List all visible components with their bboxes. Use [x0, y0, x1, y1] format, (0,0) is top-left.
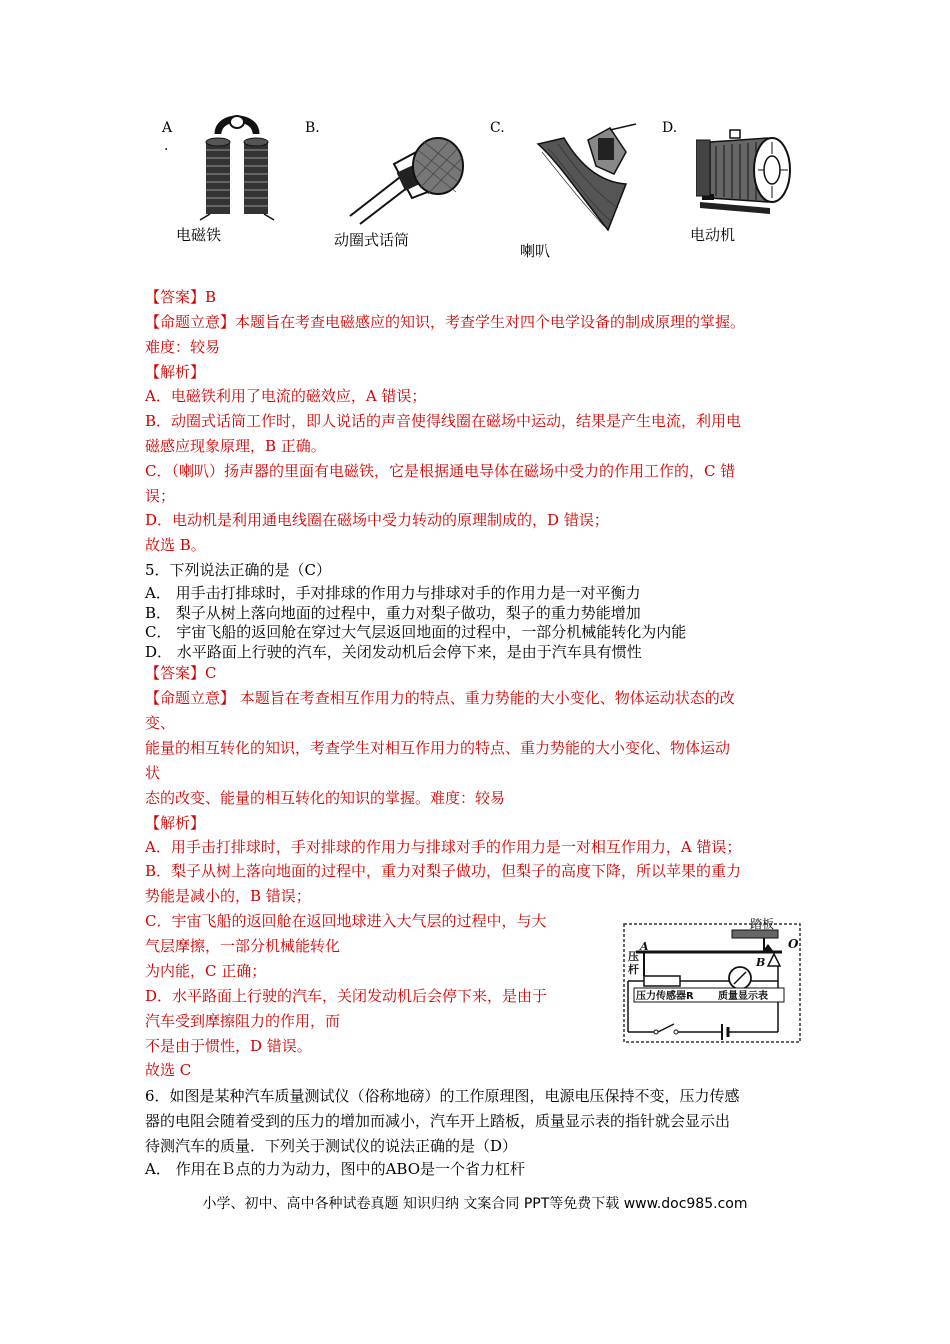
- option-c-letter: C.: [490, 120, 505, 136]
- q5-intent-line3: 能量的相互转化的知识，考查学生对相互作用力的特点、重力势能的大小变化、物体运动: [145, 739, 731, 757]
- q5-option-d: D． 水平路面上行驶的汽车，关闭发动机后会停下来，是由于汽车具有惯性: [145, 643, 642, 661]
- q5-intent-line1: 【命题立意】 本题旨在考查相互作用力的特点、重力势能的大小变化、物体运动状态的改: [145, 689, 735, 707]
- point-b-label: B: [756, 956, 766, 969]
- point-a-label: A: [640, 940, 649, 953]
- q5-analysis-a: A．用手击打排球时，手对排球的作用力与排球对手的作用力是一对相互作用力，A 错误；: [145, 838, 742, 856]
- q5-analysis-b-line2: 势能是减小的，B 错误；: [145, 887, 311, 905]
- q4-intent-line2: 难度：较易: [145, 338, 221, 356]
- caption-microphone: 动圈式话筒: [334, 231, 410, 249]
- q5-analysis-d-line2: 汽车受到摩擦阻力的作用，而: [145, 1012, 341, 1030]
- q5-analysis-c-line3: 为内能，C 正确；: [145, 962, 267, 980]
- caption-electromagnet: 电磁铁: [176, 226, 222, 244]
- q5-stem: 5．下列说法正确的是（C）: [145, 561, 332, 579]
- q5-analysis-b-line1: B．梨子从树上落向地面的过程中，重力对梨子做功，但梨子的高度下降，所以苹果的重力: [145, 862, 742, 880]
- q5-option-b: B． 梨子从树上落向地面的过程中，重力对梨子做功，梨子的重力势能增加: [145, 604, 641, 622]
- q5-answer: 【答案】C: [145, 664, 217, 682]
- option-a-letter: A: [162, 120, 173, 136]
- q5-intent-line2: 变、: [145, 714, 176, 732]
- option-d-letter: D.: [662, 120, 678, 136]
- q6-stem-line2: 器的电阻会随着受到的压力的增加而减小，汽车开上踏板，质量显示表的指针就会显示出: [145, 1112, 731, 1130]
- option-a-dot: .: [164, 138, 169, 154]
- q4-analysis-c-line2: 误；: [145, 487, 176, 505]
- q5-option-a: A． 用手击打排球时，手对排球的作用力与排球对手的作用力是一对平衡力: [145, 584, 641, 602]
- q4-analysis-b-line1: B．动圈式话筒工作时，即人说话的声音使得线圈在磁场中运动，结果是产生电流，利用电: [145, 412, 742, 430]
- q5-intent-line5: 态的改变、能量的相互转化的知识的掌握。难度：较易: [145, 789, 506, 807]
- q4-intent-line1: 【命题立意】本题旨在考查电磁感应的知识，考查学生对四个电学设备的制成原理的掌握。: [145, 313, 746, 331]
- q6-stem-line3: 待测汽车的质量．下列关于测试仪的说法正确的是（D）: [145, 1137, 518, 1155]
- weighbridge-circuit-diagram: [614, 914, 810, 1050]
- q4-answer: 【答案】B: [145, 288, 217, 306]
- mass-display-label: 质量显示表: [718, 991, 768, 1002]
- q5-analysis-c-line2: 气层摩擦，一部分机械能转化: [145, 937, 341, 955]
- option-b-letter: B.: [305, 120, 320, 136]
- q5-analysis-d-line3: 不是由于惯性，D 错误。: [145, 1037, 312, 1055]
- electromagnet-icon: [196, 112, 278, 222]
- q6-option-a: A． 作用在Ｂ点的力为动力，图中的ABO是一个省力杠杆: [145, 1160, 526, 1178]
- q4-choose: 故选 B。: [145, 536, 206, 554]
- pivot-o-label: O: [788, 937, 799, 951]
- q4-analysis-d: D．电动机是利用通电线圈在磁场中受力转动的原理制成的，D 错误；: [145, 511, 609, 529]
- press-rod-label-1: 压: [628, 950, 639, 963]
- caption-loudspeaker: 喇叭: [520, 242, 551, 260]
- electric-motor-icon: [696, 128, 796, 220]
- q5-intent-line4: 状: [145, 764, 161, 782]
- q4-analysis-heading: 【解析】: [145, 363, 206, 381]
- q4-analysis-a: A．电磁铁利用了电流的磁效应，A 错误；: [145, 387, 427, 405]
- microphone-icon: [338, 128, 468, 228]
- loudspeaker-icon: [518, 122, 638, 242]
- q5-analysis-c-line1: C．宇宙飞船的返回舱在返回地球进入大气层的过程中，与大: [145, 912, 547, 930]
- q6-stem-line1: 6．如图是某种汽车质量测试仪（俗称地磅）的工作原理图，电源电压保持不变，压力传感: [145, 1087, 740, 1105]
- q4-analysis-b-line2: 磁感应现象原理，B 正确。: [145, 437, 326, 455]
- pressure-sensor-label: 压力传感器R: [636, 991, 694, 1002]
- pedal-label: 踏板: [750, 917, 775, 931]
- q5-analysis-d-line1: D．水平路面上行驶的汽车，关闭发动机后会停下来，是由于: [145, 987, 548, 1005]
- q4-analysis-c-line1: C．（喇叭）扬声器的里面有电磁铁，它是根据通电导体在磁场中受力的作用工作的，C 错: [145, 462, 736, 480]
- q5-choose: 故选 C: [145, 1061, 192, 1079]
- q5-analysis-heading: 【解析】: [145, 814, 206, 832]
- caption-electric-motor: 电动机: [690, 226, 736, 244]
- press-rod-label-2: 杆: [628, 963, 639, 976]
- q5-option-c: C． 宇宙飞船的返回舱在穿过大气层返回地面的过程中，一部分机械能转化为内能: [145, 623, 687, 641]
- page-footer: 小学、初中、高中各种试卷真题 知识归纳 文案合同 PPT等免费下载 www.doc985.com: [202, 1196, 748, 1212]
